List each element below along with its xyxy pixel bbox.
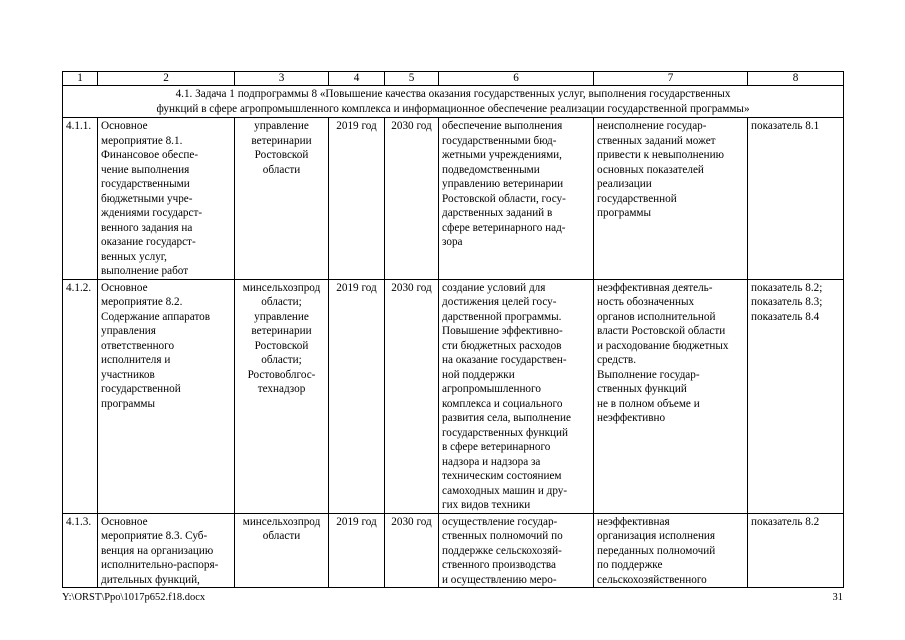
event-name: Основное мероприятие 8.3. Суб- венция на организацию исполнительно-распоря- дительных функций, — [101, 515, 219, 586]
section-heading-line: функций в сфере агропромышленного комплекса и информационное обеспечение реализации государственной программы» — [156, 102, 750, 115]
expected-result: создание условий для достижения целей госу- дарственной программы. Повышение эффективно- сти бюджетных расходов на оказание государствен- ной поддержки агропромышленного комплекса и социального развития села, выполнение государственных функций в сфере ветеринарного надзора и надзора за техническим состоянием самоходных машин и дру- гих видов техники — [442, 281, 571, 511]
start-year: 2019 год — [336, 515, 377, 528]
end-year: 2030 год — [391, 515, 432, 528]
start-year: 2019 год — [336, 281, 377, 294]
end-year: 2030 год — [391, 120, 432, 132]
indicator: показатель 8.1 — [751, 120, 820, 132]
column-number: 2 — [98, 72, 235, 86]
table-row — [63, 513, 844, 588]
section-heading-row — [63, 86, 844, 118]
consequence: неэффективная организация исполнения переданных полномочий по поддержке сельскохозяйственного — [597, 515, 716, 586]
row-number: 4.1.2. — [66, 281, 92, 294]
executor: минсельхозпрод области; управление ветеринарии Ростовской области; Ростовоблгос- технадзор — [242, 281, 321, 395]
expected-result: осуществление государ- ственных полномочий по поддержке сельскохозяй- ственного производства и осуществлению меро- — [442, 515, 563, 586]
column-number: 8 — [748, 72, 844, 86]
row-number: 4.1.3. — [66, 515, 92, 528]
consequence: неисполнение государ- ственных заданий может привести к невыполнению основных показателей реализации государственной программы — [597, 120, 724, 219]
event-name: Основное мероприятие 8.2. Содержание аппаратов управления ответственного исполнителя и участников государственной программы — [101, 281, 211, 410]
column-number: 5 — [385, 72, 439, 86]
section-heading — [63, 86, 844, 118]
table-row — [63, 118, 844, 280]
page-number: 31 — [832, 592, 843, 603]
event-name: Основное мероприятие 8.1. Финансовое обеспе- чение выполнения государственными бюджетными учре- ждениями государст- венного задания на оказание государст- венных услуг, выполнение работ — [101, 120, 203, 277]
column-number: 6 — [439, 72, 594, 86]
executor: управление ветеринарии Ростовской области — [251, 120, 312, 176]
expected-result: обеспечение выполнения государственными бюд- жетными учреждениями, подведомственными управлению ветеринарии Ростовской области, госу- дарственных заданий в сфере ветеринарного над- зора — [442, 120, 566, 248]
indicator: показатель 8.2 — [751, 515, 820, 528]
end-year: 2030 год — [391, 281, 432, 294]
section-heading-line: 4.1. Задача 1 подпрограммы 8 «Повышение качества оказания государственных услуг, выполнения государственных — [175, 88, 731, 100]
table-row — [63, 279, 844, 513]
indicator: показатель 8.2; показатель 8.3; показатель 8.4 — [751, 281, 823, 323]
row-number: 4.1.1. — [66, 120, 92, 132]
column-number: 4 — [329, 72, 385, 86]
program-events-table — [62, 71, 844, 588]
column-number: 1 — [63, 72, 98, 86]
footer-file-path: Y:\ORST\Ppo\1017p652.f18.docx — [62, 592, 206, 603]
start-year: 2019 год — [336, 120, 377, 132]
consequence: неэффективная деятель- ность обозначенных органов исполнительной власти Ростовской области и расходование бюджетных средств. Выполнение государ- ственных функций не в полном объеме и неэффективно — [597, 281, 729, 424]
column-number: 7 — [594, 72, 748, 86]
column-number: 3 — [235, 72, 329, 86]
column-number-row — [63, 72, 844, 86]
executor: минсельхозпрод области — [242, 515, 321, 542]
